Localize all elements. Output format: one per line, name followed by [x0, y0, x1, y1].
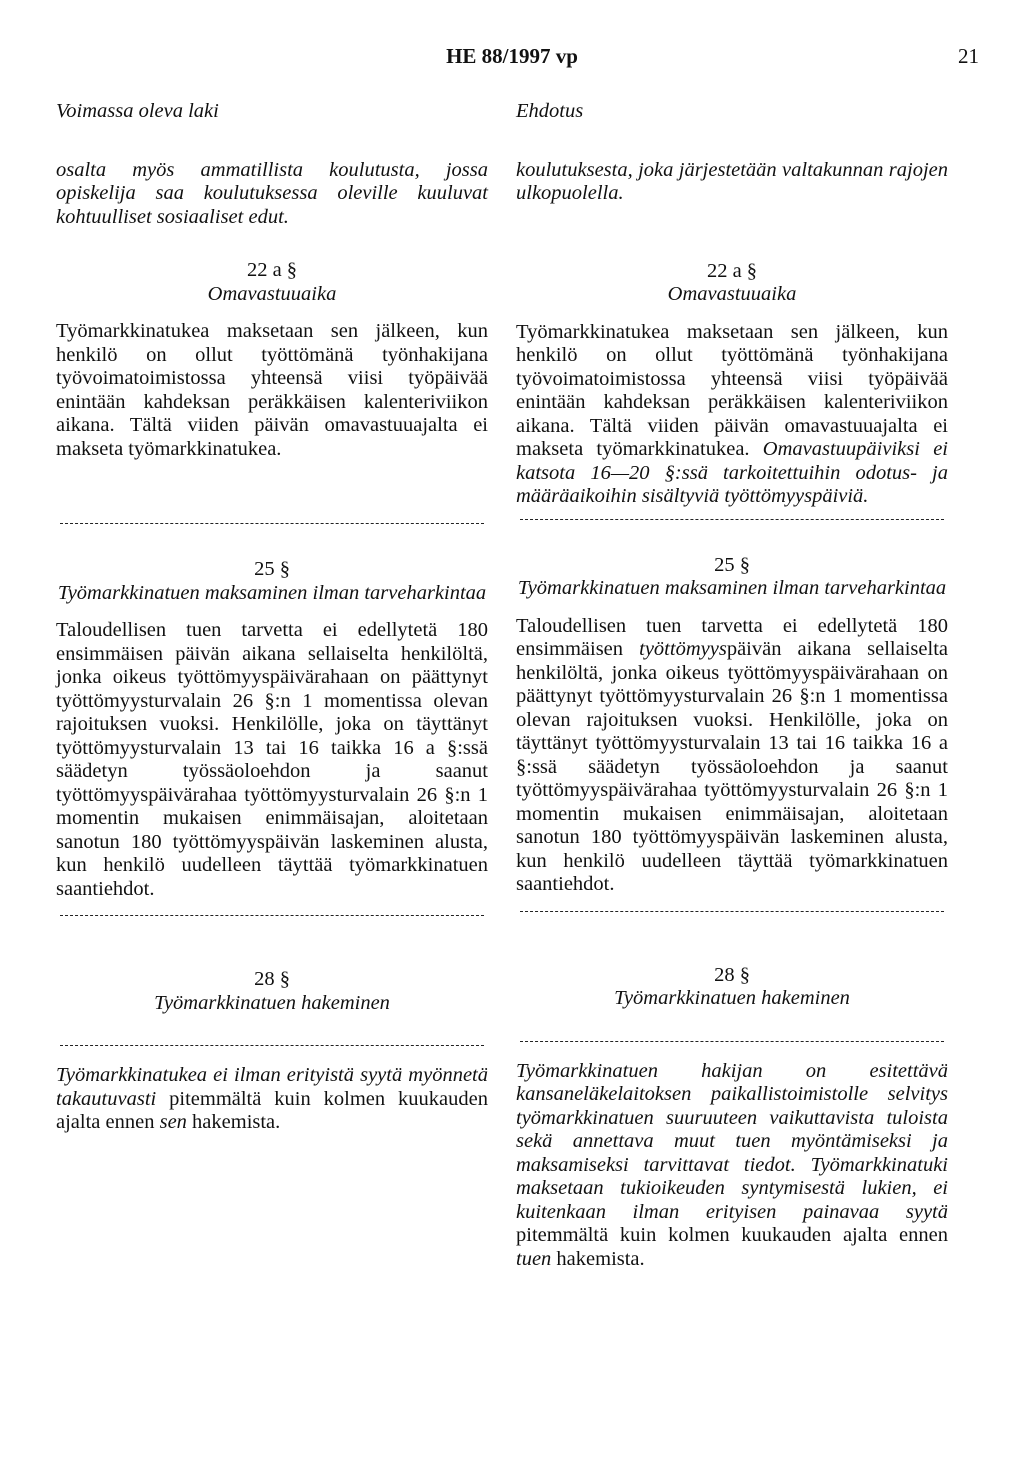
section-number: 22 a §: [246, 259, 298, 281]
text-run: Taloudellisen tuen tarvetta ei edellytetä 180 ensimmäisen: [516, 614, 948, 660]
column-heading: Ehdotus: [516, 100, 584, 122]
section-number: 28 §: [254, 968, 290, 990]
text-run: päivän aikana sellaiselta henkilöltä, jonka oikeus työttömyyspäivärahaan on päättynyt työttömyysturvalain 26 §:n 1 momentissa olevan rajoituksen vuoksi. Henkilölle, joka on täyttänyt työttömyysturvalain 13 tai 16 taikka 16 a §:ssä säädetyn työssäoloehdon ja saanut työttömyyspäivärahaa työttömyysturvalain 26 §:n 1 momentin mukaisen enimmäisajan, aloitetaan sanotun 180 työttömyyspäivän laskeminen alusta, kun henkilö uudelleen täyttää työmarkkinatuen saantiehdot.: [516, 638, 948, 895]
page-header: [0, 44, 1024, 74]
section-title: Työmarkkinatuen maksaminen ilman tarveharkintaa: [517, 577, 947, 599]
text-run: Työmarkkinatukea maksetaan sen jälkeen, kun henkilö on ollut työttömänä työnhakijana työvoimatoimistossa yhteensä viisi työpäivää enintään kahdeksan peräkkäisen kalenteriviikon aikana. Tältä viiden päivän omavastuuajalta ei makseta työmarkkinatukea.: [516, 320, 948, 460]
document-id: HE 88/1997 vp: [446, 44, 578, 68]
text-run: hakemista.: [551, 1247, 645, 1270]
section-title: Työmarkkinatuen hakeminen: [614, 987, 850, 1009]
section-title: Omavastuuaika: [667, 283, 797, 305]
text-run: sen: [159, 1111, 187, 1133]
text-run: tuen: [516, 1247, 552, 1270]
text-run: työttömyys: [639, 638, 727, 660]
section-number: 28 §: [714, 963, 750, 986]
section-body: [516, 615, 948, 897]
text-run: pitemmältä kuin kolmen kuukauden ajalta ennen: [56, 1087, 488, 1133]
section-number: 25 §: [254, 558, 290, 580]
page-number: 21: [958, 44, 979, 68]
section-body: [516, 321, 948, 509]
text-run: Työmarkkinatukea ei ilman erityistä syytä myönnetä takautuvasti: [56, 1064, 488, 1110]
text-run: Taloudellisen tuen tarvetta ei edellytetä 180 ensimmäisen päivän aikana sellaiselta henkilöltä, jonka oikeus työttömyyspäivärahaan on päättynyt työttömyysturvalain 26 §:n 1 momentissa olevan rajoituksen vuoksi. Henkilölle, joka on täyttänyt työttömyysturvalain 13 tai 16 taikka 16 a §:ssä säädetyn työssäoloehdon ja saanut työttömyyspäivärahaa työttömyysturvalain 26 §:n 1 momentin mukaisen enimmäisajan, aloitetaan sanotun 180 työttömyyspäivän laskeminen alusta, kun henkilö uudelleen täyttää työmarkkinatuen saantiehdot.: [56, 619, 488, 900]
column-current-law: [56, 100, 488, 1135]
section-title: Työmarkkinatuen maksaminen ilman tarveharkintaa: [57, 581, 487, 604]
text-run: hakemista.: [186, 1111, 281, 1133]
intro-paragraph: [56, 159, 488, 230]
text-run: Omavastuupäiviksi ei katsota 16—20 §:ssä tarkoitettuihin odotus- ja määräaikoihin sisältyviä työttömyyspäiviä.: [516, 438, 948, 507]
section-body: [56, 320, 488, 461]
section-title: Työmarkkinatuen hakeminen: [154, 991, 390, 1014]
section-body: [516, 1060, 948, 1272]
section-number: 25 §: [714, 553, 750, 576]
text-run: osalta myös ammatillista koulutusta, jossa opiskelija saa koulutuksessa oleville kuuluvat kohtuulliset sosiaaliset edut.: [56, 158, 488, 228]
text-run: pitemmältä kuin kolmen kuukauden ajalta ennen: [516, 1224, 948, 1246]
intro-paragraph: [516, 159, 948, 206]
column-proposal: [516, 100, 948, 1271]
text-run: Työmarkkinatuen hakijan on esitettävä kansaneläkelaitoksen paikallistoimistolle selvitys työmarkkinatuen suuruuteen vaikuttavista tuloista sekä annettava muut tuen myöntämiseksi ja maksamiseksi tarvittavat tiedot. Työmarkkinatuki maksetaan tukioikeuden syntymisestä lukien, ei kuitenkaan ilman erityisen painavaa syytä: [516, 1059, 948, 1223]
column-heading: Voimassa oleva laki: [56, 100, 219, 122]
text-run: Työmarkkinatukea maksetaan sen jälkeen, kun henkilö on ollut työttömänä työnhakijana työvoimatoimistossa yhteensä viisi työpäivää enintään kahdeksan peräkkäisen kalenteriviikon aikana. Tältä viiden päivän omavastuuajalta ei makseta työmarkkinatukea.: [56, 320, 488, 460]
section-number: 22 a §: [706, 259, 758, 282]
section-body: [56, 619, 488, 901]
text-run: koulutuksesta, joka järjestetään valtakunnan rajojen ulkopuolella.: [516, 158, 948, 204]
section-body: [56, 1064, 488, 1135]
section-title: Omavastuuaika: [207, 282, 337, 305]
